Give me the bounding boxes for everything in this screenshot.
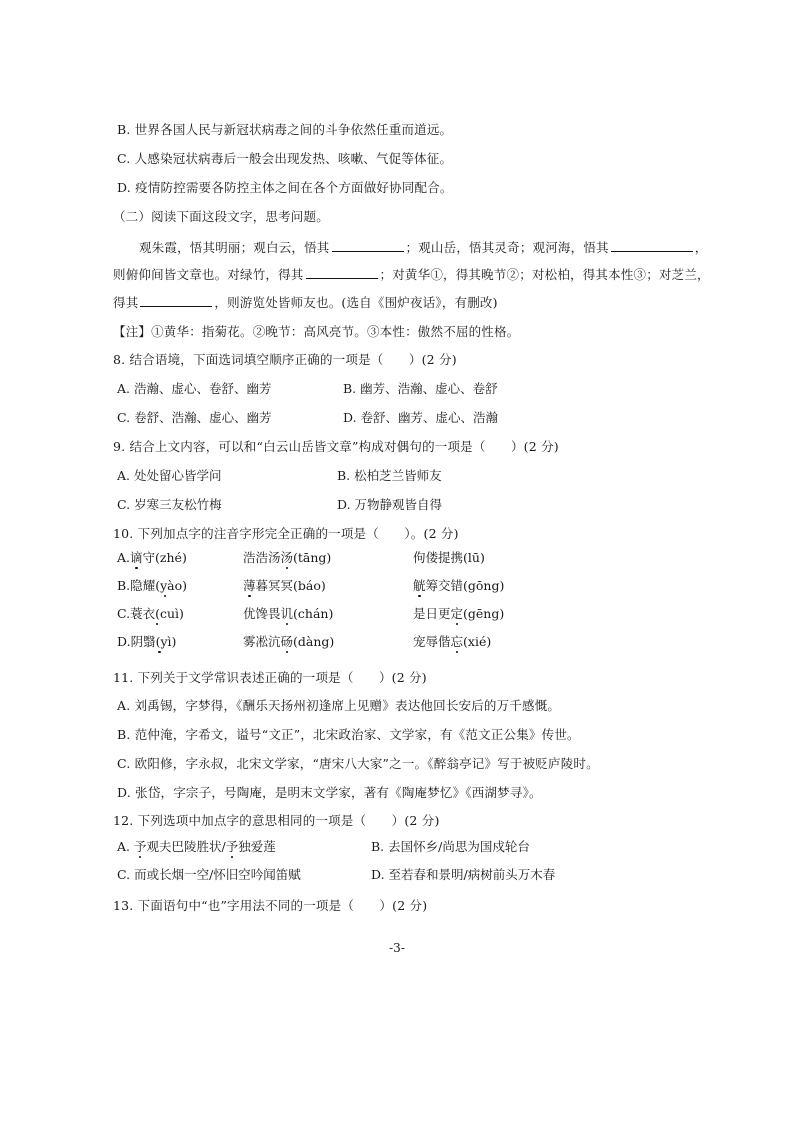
pinyin: (gēng)	[463, 606, 505, 621]
pinyin: (lū)	[463, 550, 485, 565]
q9-option-b: B. 松柏芝兰皆师友	[337, 468, 442, 483]
passage-line-1	[139, 239, 707, 257]
dotted-char: 予	[133, 839, 147, 854]
passage-text: ；对黄华①，得其晚节②；对松柏，得其本性③；对芝兰，	[379, 267, 710, 282]
passage-line-3	[113, 294, 498, 312]
option-letter: D.	[117, 634, 131, 649]
fill-blank-1	[332, 239, 404, 252]
option-letter: B.	[117, 578, 131, 593]
q9-option-a: A. 处处留心皆学问	[117, 468, 222, 483]
word: 雾凇沆	[243, 634, 281, 649]
q10-row-b-word-2	[243, 577, 326, 595]
word: 浩浩汤	[243, 550, 281, 565]
dotted-char: 觥	[413, 578, 426, 593]
q7-option-c: C. 人感染冠状病毒后一般会出现发热、咳嗽、气促等体征。	[117, 151, 453, 166]
word: 宠辱偕	[413, 634, 451, 649]
dotted-char: 汤	[280, 550, 294, 565]
pinyin: (xié)	[463, 634, 492, 649]
dotted-char: 谪	[130, 550, 143, 565]
q8-option-b: B. 幽芳、浩瀚、虚心、卷舒	[343, 381, 498, 396]
q12-option-a	[117, 838, 276, 856]
dotted-char: 予	[225, 839, 239, 854]
q10-row-d-word-2	[243, 633, 334, 651]
q9-option-c: C. 岁寒三友松竹梅	[117, 497, 222, 512]
dotted-char: 砀	[280, 634, 294, 649]
dotted-char: 忘	[450, 634, 464, 649]
option-letter: A.	[117, 550, 131, 565]
word: 是日更	[413, 606, 451, 621]
passage-text: ，	[694, 240, 708, 255]
q12-stem: 12. 下列选项中加点字的意思相同的一项是（ ）(2 分)	[113, 813, 440, 828]
dotted-char: 耀(yào)	[142, 578, 187, 593]
q11-option-d: D. 张岱，字宗子，号陶庵，是明末文学家，著有《陶庵梦忆》《西湖梦寻》。	[117, 785, 542, 800]
q12-option-b: B. 去国怀乡/尚思为国戍轮台	[371, 839, 530, 854]
word: 优馋畏	[243, 606, 281, 621]
q11-option-b: B. 范仲淹，字希文，谥号“文正”，北宋政治家、文学家，有《范文正公集》传世。	[117, 727, 580, 742]
q10-row-a	[117, 549, 187, 567]
word: 观夫巴陵胜状/	[146, 839, 226, 854]
dotted-char: 薄	[243, 578, 256, 593]
pinyin: (tāng)	[293, 550, 332, 565]
passage-text: 则俯仰间皆文章也。对绿竹，得其	[113, 267, 304, 282]
q8-option-a: A. 浩瀚、虚心、卷舒、幽芳	[117, 381, 272, 396]
fill-blank-4	[140, 294, 212, 307]
q10-row-c-word-2	[243, 605, 333, 623]
word: 暮冥冥(báo)	[255, 578, 326, 593]
section-heading: （二）阅读下面这段文字，思考问题。	[113, 209, 329, 224]
q10-row-d-word-3	[413, 633, 491, 651]
q10-row-b	[117, 577, 187, 595]
pinyin: (chán)	[293, 606, 334, 621]
q10-row-b-word-3	[413, 577, 504, 595]
pinyin: (dàng)	[293, 634, 335, 649]
word: 筹交错(gōng)	[425, 578, 505, 593]
q10-row-a-word-2	[243, 549, 331, 567]
q11-option-c: C. 欧阳修，字永叔，北宋文学家，“唐宋八大家”之一。《醉翁亭记》写于被贬庐陵时。	[117, 756, 599, 771]
dotted-char: 蓑衣(cuì)	[130, 606, 184, 621]
q9-stem: 9. 结合上文内容，可以和“白云山岳皆文章”构成对偶句的一项是（ ）(2 分)	[113, 439, 559, 454]
word: 守(zhé)	[142, 550, 187, 565]
q10-row-c	[117, 605, 184, 623]
passage-line-2	[113, 266, 710, 284]
option-letter: C.	[117, 606, 131, 621]
word: 隐	[130, 578, 143, 593]
q10-row-a-word-3	[413, 549, 485, 567]
q10-stem: 10. 下列加点字的注音字形完全正确的一项是（ ）。(2 分)	[113, 526, 459, 541]
passage-text: 得其	[113, 295, 139, 310]
q8-stem: 8. 结合语境，下面选词填空顺序正确的一项是（ ）(2 分)	[113, 352, 457, 367]
q10-row-c-word-3	[413, 605, 504, 623]
dotted-char: 讥	[280, 606, 294, 621]
q7-option-b: B. 世界各国人民与新冠状病毒之间的斗争依然任重而道远。	[117, 122, 453, 137]
q11-stem: 11. 下列关于文学常识表述正确的一项是（ ）(2 分)	[113, 670, 427, 685]
passage-text: ，则游览处皆师友也。(选自《围炉夜话》，有删改)	[214, 295, 498, 310]
word: 独爱莲	[238, 839, 276, 854]
note: 【注】①黄华：指菊花。②晚节：高风亮节。③本性：傲然不屈的性格。	[113, 324, 520, 339]
passage-text: 观朱霞，悟其明丽；观白云，悟其	[139, 240, 330, 255]
option-letter: A.	[117, 839, 134, 854]
fill-blank-3	[306, 266, 378, 279]
word: 阴	[130, 634, 144, 649]
dotted-char: 携	[450, 550, 464, 565]
dotted-char: 翳(yì)	[143, 634, 177, 649]
dotted-char: 定	[450, 606, 464, 621]
q9-option-d: D. 万物静观皆自得	[337, 497, 443, 512]
passage-text: ；观山岳，悟其灵奇；观河海，悟其	[405, 240, 609, 255]
q8-option-d: D. 卷舒、幽芳、虚心、浩瀚	[343, 410, 499, 425]
q12-option-c: C. 而或长烟一空/怀旧空吟闻笛赋	[117, 867, 301, 882]
q8-option-c: C. 卷舒、浩瀚、虚心、幽芳	[117, 410, 272, 425]
q7-option-d: D. 疫情防控需要各防控主体之间在各个方面做好协同配合。	[117, 180, 453, 195]
q10-row-d	[117, 633, 176, 651]
q11-option-a: A. 刘禹锡，字梦得，《酬乐天扬州初逢席上见赠》表达他回长安后的万千感慨。	[117, 698, 561, 713]
word: 佝偻提	[413, 550, 451, 565]
q13-stem: 13. 下面语句中“也”字用法不同的一项是（ ）(2 分)	[113, 898, 428, 913]
fill-blank-2	[611, 239, 693, 252]
q12-option-d: D. 至若春和景明/病树前头万木春	[371, 867, 556, 882]
page-number: -3-	[389, 941, 405, 955]
